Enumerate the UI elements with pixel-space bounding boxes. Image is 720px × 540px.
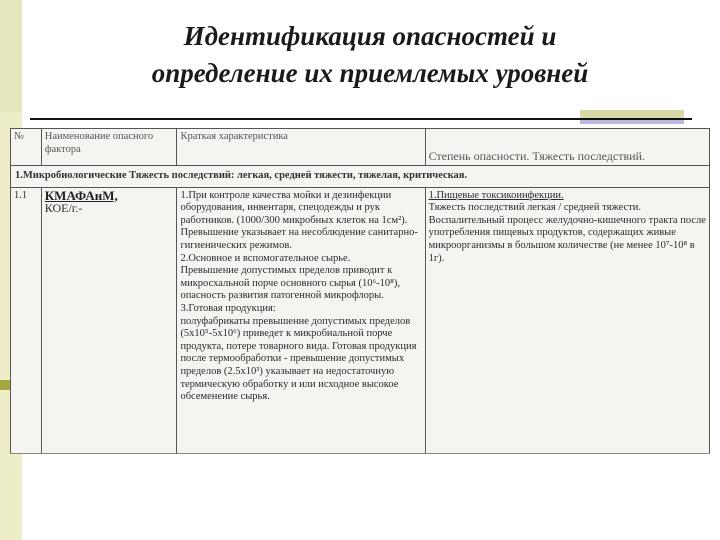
scanned-table-sheet	[10, 128, 710, 454]
accent-bar-tan	[580, 110, 684, 118]
slide-title	[60, 18, 680, 92]
header-factor: Наименование опасного фактора	[41, 129, 177, 166]
severity-heading: 1.Пищевые токсикоинфекции.	[428, 189, 564, 201]
factor-code: КМАФАнМ,	[44, 187, 118, 203]
title-underline-rule	[30, 118, 692, 120]
short-heading-3: 3.Готовая продукция:	[180, 302, 276, 314]
left-decor-mark	[0, 380, 10, 390]
header-num: №	[11, 129, 42, 166]
factor-unit: КОЕ/г.-	[44, 201, 83, 216]
factor-cell	[41, 187, 177, 454]
row-num: 1.1	[11, 187, 42, 454]
title-line-2: определение их приемлемых уровней	[151, 58, 589, 88]
left-decor-band-top	[0, 0, 22, 112]
title-line-1: Идентификация опасностей и	[183, 21, 557, 51]
severity-para: Тяжесть последствий легкая / средней тяжести. Воспалительный процесс желудочно-кишечного тракта после употребления пищевых продуктов, содержащих живые микроорганизмы в большом количестве (не менее 10⁷-10⁸ в 1г).	[428, 202, 706, 264]
short-heading-2: 2.Основное и вспомогательное сырье.	[180, 252, 351, 264]
table-header-row	[11, 129, 710, 166]
short-cell	[177, 187, 425, 454]
header-severity: Степень опасности. Тяжесть последствий.	[425, 129, 709, 166]
severity-cell	[425, 187, 709, 454]
short-para-2: Превышение допустимых пределов приводит к микросхальной порче основного сырья (10⁶-10⁸), опасность развития патогенной микрофлоры.	[180, 265, 400, 302]
short-para-1: 1.При контроле качества мойки и дезинфекции оборудования, инвентаря, спецодежды и рук работников. (1000/300 микробных клеток на 1см²). Превышение указывает на несоблюдение санитарно-гигиенических режимов.	[180, 189, 418, 251]
table-row	[11, 187, 710, 454]
table-cut-edge	[10, 453, 710, 457]
section-row	[11, 166, 710, 188]
short-para-3: полуфабрикаты превышение допустимых пределов (5х10⁵-5х10⁶) приведет к микробиальной порче продукта, потере товарного вида. Готовая продукция после термообработки - превышение допустимых пределов (2.5х10³) указывает на недостаточную термическую обработку и или исходное высокое обсеменение сырья.	[180, 315, 417, 403]
section-title: 1.Микробиологические Тяжесть последствий: легкая, средней тяжести, тяжелая, критическая.	[11, 166, 710, 188]
hazard-table	[10, 128, 710, 454]
header-short: Краткая характеристика	[177, 129, 425, 166]
